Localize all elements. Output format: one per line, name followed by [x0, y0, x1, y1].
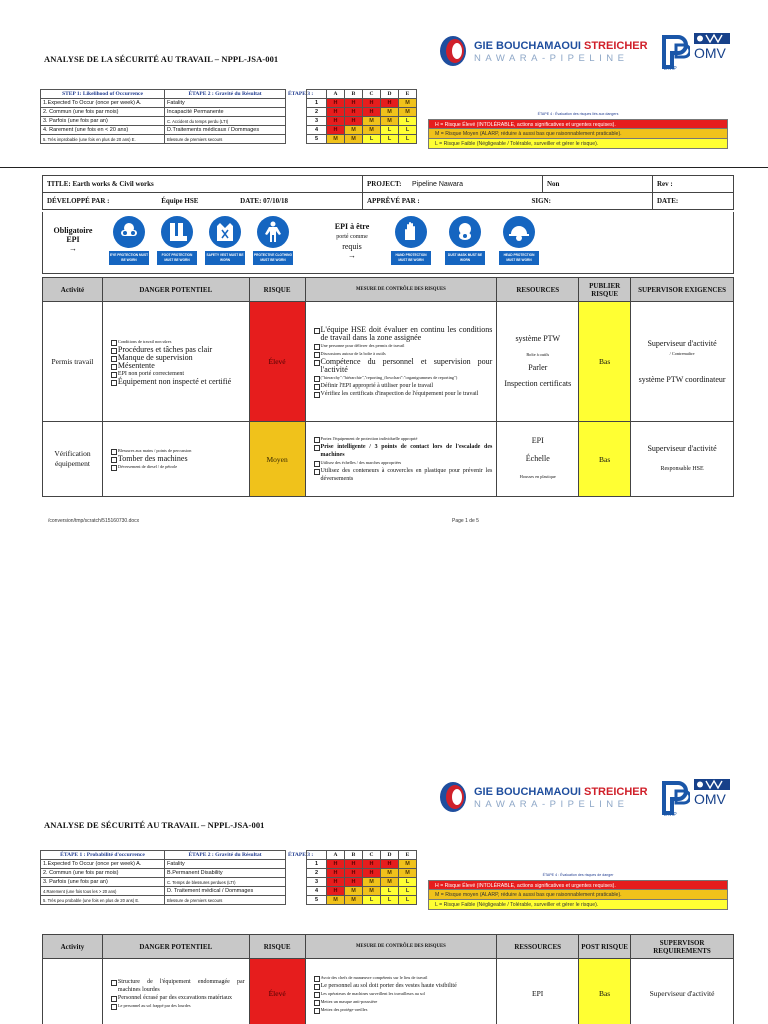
helmet-icon — [507, 220, 531, 244]
step2-header: ÉTAPE 2 : Gravité du Résultat — [165, 851, 286, 860]
matrix-cell: M — [327, 896, 345, 905]
matrix-cell: M — [381, 869, 399, 878]
risk-cell-high: Élevé — [249, 302, 305, 422]
matrix-corner — [307, 851, 327, 860]
supervisor-item: Superviseur d'activité — [647, 444, 717, 453]
matrix-cell: H — [327, 108, 345, 117]
col-risk: RISQUE — [249, 935, 305, 959]
matrix-cell: L — [381, 126, 399, 135]
matrix-col: C — [363, 851, 381, 860]
matrix-cell: H — [327, 117, 345, 126]
control-cell — [305, 959, 497, 1024]
page-title: ANALYSE DE SÉCURITÉ AU TRAVAIL – NPPL-JSA-001 — [44, 820, 265, 830]
footer-path: /conversion/tmp/scratch/515160730.docx — [48, 518, 140, 524]
likelihood-1: 1.Expected To Occur (once per week) A. — [41, 860, 165, 869]
control-cell — [305, 422, 497, 497]
danger-cell — [102, 302, 249, 422]
matrix-cell: H — [327, 126, 345, 135]
matrix-cell: L — [399, 117, 417, 126]
matrix-cell: M — [381, 117, 399, 126]
date-label: DATE: — [240, 197, 262, 205]
risk-assessment-table — [42, 934, 734, 1024]
goggles-icon — [117, 220, 141, 244]
step2-header: ÉTAPE 2 : Gravité du Résultat — [165, 90, 286, 99]
col-risk: RISQUE — [249, 278, 305, 302]
likelihood-1: 1.Expected To Occur (once per week) A. — [41, 99, 165, 108]
control-item: Mettez des protège-oreilles — [314, 1006, 493, 1014]
matrix-cell: H — [345, 869, 363, 878]
supervisor-cell — [631, 302, 734, 422]
eye-protection-sign — [109, 216, 149, 268]
matrix-cell: M — [399, 108, 417, 117]
post-risk-cell: Bas — [579, 302, 631, 422]
matrix-cell: M — [363, 126, 381, 135]
title-label: TITLE: — [47, 180, 71, 188]
matrix-row-num: 2 — [307, 869, 327, 878]
matrix-cell: L — [399, 135, 417, 144]
matrix-cell: M — [345, 887, 363, 896]
document-page-2 — [0, 770, 768, 1024]
col-control: MESURE DE CONTRÔLE DES RISQUES — [305, 278, 497, 302]
control-item: Utilisez des conteneurs à couvercles en plastique pour prévenir les déversements — [314, 467, 493, 483]
etap-icon — [660, 33, 690, 71]
resources-cell: EPI — [497, 959, 579, 1024]
severity-d: D.Traitements médicaux / Dommages — [165, 126, 286, 135]
likelihood-severity-table — [40, 850, 286, 905]
matrix-cell: H — [363, 860, 381, 869]
table-row — [43, 959, 734, 1024]
risk-cell-medium: Moyen — [249, 422, 305, 497]
date2-label: DATE: — [657, 197, 679, 205]
control-item: Avoir des chefs de manœuvre compétents sur le lieu de travail — [314, 974, 493, 982]
matrix-cell: M — [345, 896, 363, 905]
resources-cell — [497, 302, 579, 422]
matrix-cell: L — [381, 896, 399, 905]
gloves-icon — [399, 220, 423, 244]
legend-high: H = Risque Élevé (INTOLÉRABLE, actions significatives et urgentes requises). — [428, 119, 728, 129]
sign-label: SIGN: — [531, 197, 551, 205]
sign-caption: EYE PROTECTION MUST BE WORN — [109, 251, 149, 265]
control-item: Utilisez des échelles / des marches appropriées — [314, 459, 493, 467]
developed-by-value: Équipe HSE — [161, 197, 199, 205]
matrix-col: A — [327, 90, 345, 99]
project-value: Pipeline Nawara — [411, 181, 463, 188]
dust-mask-icon — [453, 220, 477, 244]
step1-header: STEP 1: Likelihood of Occurrence — [41, 90, 165, 99]
severity-b: B.Permanent Disability — [165, 869, 286, 878]
control-item: L'équipe HSE doit évaluer en continu les conditions de travail dans la zone assignée — [314, 326, 493, 342]
matrix-cell: L — [399, 896, 417, 905]
matrix-cell: M — [345, 135, 363, 144]
gie-swirl-icon — [438, 34, 468, 68]
resource-item: Housses en plastique — [519, 474, 556, 479]
likelihood-5: 5. Très peu probable (une fois en plus de 20 ans) E. — [41, 896, 165, 905]
risk-cell-high: Élevé — [249, 959, 305, 1024]
control-item: Discussions autour de la boîte à outils — [314, 350, 493, 358]
resources-cell — [497, 422, 579, 497]
gie-logo-text: GIE BOUCHAMAOUI STREICHER — [474, 786, 648, 798]
legend-high: H = Risque Élevé (INTOLÉRABLE, actions significatives et urgentes requises). — [428, 880, 728, 890]
project-label: PROJECT: — [367, 180, 402, 188]
safety-vest-sign — [205, 216, 245, 268]
matrix-col: E — [399, 851, 417, 860]
matrix-cell: M — [327, 135, 345, 144]
matrix-cell: M — [363, 878, 381, 887]
hand-protection-sign — [391, 216, 431, 268]
etap-omv-logo — [660, 779, 730, 817]
omv-symbol-icon — [694, 33, 730, 44]
matrix-cell: M — [363, 117, 381, 126]
matrix-cell: L — [399, 126, 417, 135]
col-resources: RESSOURCES — [497, 935, 579, 959]
danger-item: Mésentente — [111, 362, 245, 370]
legend-medium: M = Risque Moyen (ALARP, réduire à aussi bas que raisonnablement praticable). — [428, 129, 728, 139]
matrix-row-num: 4 — [307, 887, 327, 896]
svg-text:ETAP: ETAP — [664, 812, 677, 817]
control-cell — [305, 302, 497, 422]
resource-item: Échelle — [525, 454, 550, 463]
danger-item: Personnel écrasé par des excavations matériaux — [111, 994, 245, 1002]
risk-matrix — [306, 850, 417, 905]
non-value: Non — [547, 180, 560, 188]
svg-text:ETAP: ETAP — [664, 66, 677, 71]
matrix-col: B — [345, 90, 363, 99]
resource-item: Inspection certificats — [504, 379, 572, 388]
control-item: Mettez un masque anti-poussière — [314, 998, 493, 1006]
danger-item: Tomber des machines — [111, 455, 245, 463]
col-supervisor: SUPERVISOR EXIGENCES — [631, 278, 734, 302]
matrix-row-num: 1 — [307, 99, 327, 108]
matrix-cell: H — [363, 108, 381, 117]
danger-item: Conditions de travail non sûres — [111, 338, 245, 346]
supervisor-cell: Superviseur d'activité — [631, 959, 734, 1024]
matrix-row-num: 5 — [307, 896, 327, 905]
control-item: Une personne pour délivrer des permis de travail — [314, 342, 493, 350]
matrix-col: E — [399, 90, 417, 99]
matrix-cell: L — [363, 135, 381, 144]
col-danger: DANGER POTENTIEL — [102, 935, 249, 959]
gie-swirl-icon — [438, 780, 468, 814]
title-value: Earth works & Civil works — [72, 180, 154, 188]
sign-caption: SAFETY VEST MUST BE WORN — [205, 251, 245, 265]
nawara-pipeline-text: NAWARA-PIPELINE — [474, 799, 629, 810]
likelihood-severity-table — [40, 89, 286, 144]
likelihood-3: 3. Parfois (une fois par an) — [41, 117, 165, 126]
control-item: Portez l'équipement de protection individuelle approprié — [314, 435, 493, 443]
matrix-row-num: 4 — [307, 126, 327, 135]
col-activity: Activité — [43, 278, 103, 302]
matrix-cell: H — [381, 860, 399, 869]
step1-header: ÉTAPE 1 : Probabilité d'occurrence — [41, 851, 165, 860]
danger-cell — [102, 422, 249, 497]
date-value: 07/10/18 — [263, 197, 289, 205]
danger-item: Manque de supervision — [111, 354, 245, 362]
post-risk-cell: Bas — [579, 959, 631, 1024]
matrix-row-num: 1 — [307, 860, 327, 869]
matrix-col: D — [381, 851, 399, 860]
control-item: Prise intelligente / 3 points de contact lors de l'escalade des machines — [314, 443, 493, 459]
separator-line — [0, 167, 768, 168]
matrix-cell: H — [363, 99, 381, 108]
gie-bouchamaoui-logo — [438, 34, 648, 68]
table-row — [43, 302, 734, 422]
matrix-row-num: 5 — [307, 135, 327, 144]
vest-icon — [213, 220, 237, 244]
matrix-cell: H — [327, 99, 345, 108]
control-item: Le personnel au sol doit porter des vestes haute visibilité — [314, 982, 493, 990]
matrix-cell: H — [327, 869, 345, 878]
danger-cell — [102, 959, 249, 1024]
danger-item: Le personnel au sol frappé par des lourdes — [111, 1002, 245, 1010]
legend-title: ÉTAPE 4 : Évaluation des risques liés aux dangers — [537, 112, 619, 116]
matrix-col: A — [327, 851, 345, 860]
legend-low: L = Risque Faible (Négligeable / Tolérable, surveiller et gérer le risque). — [428, 900, 728, 910]
ppe-section — [42, 212, 734, 274]
boots-icon — [165, 220, 189, 244]
etap-omv-logo — [660, 33, 730, 71]
protective-clothing-sign — [253, 216, 293, 268]
legend-medium: M = Risque moyen (ALARP, réduire à aussi bas que raisonnablement praticable). — [428, 890, 728, 900]
risk-legend — [428, 873, 728, 910]
matrix-cell: H — [327, 887, 345, 896]
risk-legend — [428, 112, 728, 149]
matrix-corner — [307, 90, 327, 99]
legend-low: L = Risque Faible (Négligeable / Tolérable, surveiller et gérer le risque). — [428, 139, 728, 149]
likelihood-4: 4. Rarement (une fois en < 20 ans) — [41, 126, 165, 135]
likelihood-4: 4.Rarement (une fois tous les > 20 ans) — [41, 887, 165, 896]
head-protection-sign — [499, 216, 539, 268]
sign-caption: PROTECTIVE CLOTHING MUST BE WORN — [253, 251, 293, 265]
sign-caption: HAND PROTECTION MUST BE WORN — [391, 251, 431, 265]
etap-icon — [660, 779, 690, 817]
control-item: Vérifiez les certificats d'inspection de l'équipement pour le travail — [314, 390, 493, 398]
matrix-cell: L — [399, 887, 417, 896]
supervisor-item: / Contremaître — [669, 350, 695, 356]
etape3-label: ÉTAPE 3 : — [288, 91, 314, 97]
foot-protection-sign — [157, 216, 197, 268]
activity-cell: Vérification équipement — [43, 422, 103, 497]
matrix-cell: L — [363, 896, 381, 905]
omv-symbol-icon — [694, 779, 730, 790]
document-info-table — [42, 175, 734, 210]
legend-title: ÉTAPE 4 : Évaluation des risques de danger — [542, 873, 614, 877]
developed-by-label: DÉVELOPPÉ PAR : — [47, 197, 110, 205]
nawara-pipeline-text: NAWARA-PIPELINE — [474, 53, 629, 64]
post-risk-cell: Bas — [579, 422, 631, 497]
matrix-col: B — [345, 851, 363, 860]
matrix-cell: H — [345, 99, 363, 108]
severity-b: Incapacité Permanente — [165, 108, 286, 117]
risk-assessment-table — [42, 277, 734, 497]
matrix-cell: M — [363, 887, 381, 896]
matrix-cell: M — [399, 860, 417, 869]
matrix-col: D — [381, 90, 399, 99]
ppe-to-wear-label: EPI à être porté comme requis → — [334, 222, 370, 260]
activity-cell — [43, 959, 103, 1024]
col-activity: Activity — [43, 935, 103, 959]
sign-caption: FOOT PROTECTION MUST BE WORN — [157, 251, 197, 265]
danger-item: Déversement de diesel / de pétrole — [111, 463, 245, 471]
etape3-label: ÉTAPE 3 : — [288, 852, 314, 858]
table-row — [43, 422, 734, 497]
matrix-row-num: 3 — [307, 878, 327, 887]
matrix-cell: H — [345, 878, 363, 887]
sign-caption: DUST MASK MUST BE WORN — [445, 251, 485, 265]
likelihood-2: 2. Commun (une fois par mois) — [41, 869, 165, 878]
col-post-risk: PUBLIER RISQUE — [579, 278, 631, 302]
omv-name: OMV — [694, 791, 726, 807]
severity-e: Blessure de premiers secours — [165, 896, 286, 905]
supervisor-item: Superviseur d'activité — [647, 338, 717, 348]
danger-item: Blessures aux mains / points de percussion — [111, 447, 245, 455]
matrix-col: C — [363, 90, 381, 99]
matrix-cell: H — [345, 117, 363, 126]
sign-caption: HEAD PROTECTION MUST BE WORN — [499, 251, 539, 265]
severity-e: Blessure de premiers secours — [165, 135, 286, 144]
rev-label: Rev : — [657, 180, 673, 188]
severity-d: D. Traitement médical / Dommages — [165, 887, 286, 896]
matrix-cell: M — [399, 99, 417, 108]
resource-item: système PTW — [515, 334, 561, 343]
likelihood-2: 2. Commun (une fois par mois) — [41, 108, 165, 117]
matrix-cell: L — [381, 135, 399, 144]
danger-item: Structure de l'équipement endommagée par machines lourdes — [111, 978, 245, 994]
footer-page-number: Page 1 de 5 — [452, 518, 479, 524]
risk-matrix — [306, 89, 417, 144]
likelihood-5: 5. Très improbable (une fois en plus de 20 ans) E. — [41, 135, 165, 144]
matrix-cell: M — [345, 126, 363, 135]
resource-item: Parler — [528, 363, 548, 372]
danger-item: Procédures et tâches pas clair — [111, 346, 245, 354]
matrix-cell: H — [327, 860, 345, 869]
supervisor-item: Responsable HSE — [660, 466, 704, 472]
gie-bouchamaoui-logo — [438, 780, 648, 814]
col-control: MESURE DE CONTRÔLE DES RISQUES — [305, 935, 497, 959]
matrix-cell: H — [345, 860, 363, 869]
danger-item: Équipement non inspecté et certifié — [111, 378, 245, 386]
severity-c: C. Accident du temps perdu (LTI) — [165, 117, 286, 126]
mandatory-ppe-label: Obligatoire EPI → — [53, 226, 93, 253]
severity-a: Fatality — [165, 99, 286, 108]
severity-a: Fatality — [165, 860, 286, 869]
dust-mask-sign — [445, 216, 485, 268]
severity-c: C. Temps de blessures perdues (LTI) — [165, 878, 286, 887]
matrix-cell: H — [327, 878, 345, 887]
omv-name: OMV — [694, 45, 726, 61]
matrix-cell: L — [399, 878, 417, 887]
control-item: Les opérateurs de machines surveillent les travailleurs au sol — [314, 990, 493, 998]
likelihood-3: 3. Parfois (une fois par an) — [41, 878, 165, 887]
supervisor-item: système PTW coordinateur — [638, 374, 726, 384]
col-supervisor: SUPERVISOR REQUIREMENTS — [631, 935, 734, 959]
approved-by-label: APPRÊVÉ PAR : — [367, 197, 420, 205]
matrix-cell: M — [381, 108, 399, 117]
col-post-risk: POST RISQUE — [579, 935, 631, 959]
matrix-row-num: 2 — [307, 108, 327, 117]
col-danger: DANGER POTENTIEL — [102, 278, 249, 302]
resource-item: Boîte à outils — [526, 352, 550, 357]
matrix-cell: M — [399, 869, 417, 878]
danger-item: EPI non porté correctement — [111, 370, 245, 378]
resource-item: EPI — [531, 436, 544, 445]
col-resources: RESOURCES — [497, 278, 579, 302]
coverall-icon — [261, 220, 285, 244]
control-item: ("hierarchy":"hiérarchie","reporting_flowchart":"organigrammes de reporting") — [314, 374, 493, 382]
gie-logo-text: GIE BOUCHAMAOUI STREICHER — [474, 40, 648, 52]
matrix-cell: H — [381, 99, 399, 108]
matrix-cell: H — [363, 869, 381, 878]
activity-cell: Permis travail — [43, 302, 103, 422]
supervisor-cell — [631, 422, 734, 497]
matrix-cell: H — [345, 108, 363, 117]
matrix-cell: M — [381, 878, 399, 887]
control-item: Compétence du personnel et supervision pour l'activité — [314, 358, 493, 374]
control-item: Définir l'EPI approprié à utiliser pour le travail — [314, 382, 493, 390]
matrix-cell: L — [381, 887, 399, 896]
matrix-row-num: 3 — [307, 117, 327, 126]
page-title: ANALYSE DE LA SÉCURITÉ AU TRAVAIL – NPPL-JSA-001 — [44, 54, 279, 64]
